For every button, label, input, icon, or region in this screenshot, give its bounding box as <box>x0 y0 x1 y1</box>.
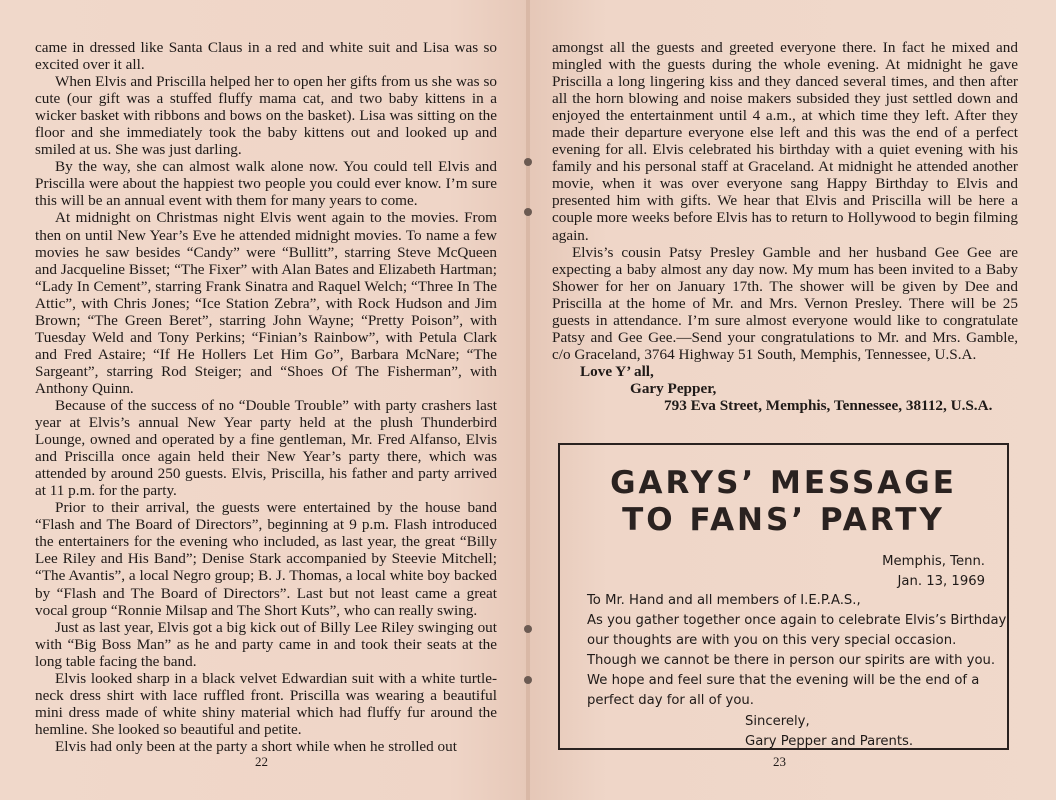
staple-mark <box>524 158 532 166</box>
signoff-greeting: Love Y’ all, <box>580 362 654 380</box>
message-title-line2: TO FANS’ PARTY <box>622 502 945 538</box>
message-dateline <box>882 552 985 592</box>
message-line: our thoughts are with you on this very special occasion. <box>587 633 957 649</box>
article-paragraph: By the way, she can almost walk alone now. You could tell Elvis and Priscilla were about the happiest two people you could ever know. I’m sure this will be an annual event with them for many years to come. <box>35 158 497 210</box>
page-number: 23 <box>773 754 786 769</box>
article-paragraph: Elvis had only been at the party a short while when he strolled out <box>55 737 457 755</box>
message-line: perfect day for all of you. <box>587 693 754 709</box>
article-paragraph: When Elvis and Priscilla helped her to open her gifts from us she was so cute (our gift was a stuffed fluffy mama cat, and two baby kittens in a wicker basket with ribbons and bows on the basket). Lisa was sitting on the floor and she immediately took the baby kittens out and looked up and smiled at us. She was just darling. <box>35 73 497 159</box>
message-line: We hope and feel sure that the evening will be the end of a <box>587 673 980 689</box>
left-article-column <box>35 39 497 755</box>
message-date: Jan. 13, 1969 <box>897 574 985 589</box>
message-body <box>587 591 1007 752</box>
message-box <box>558 443 1009 750</box>
article-paragraph: Prior to their arrival, the guests were entertained by the house band “Flash and The Board of Directors”, beginning at 9 p.m. Flash introduced the entertainers for the evening who included, as last year, the great “Billy Lee Riley and His Band”; Denise Stark accompanied by Steevie Mitchell; “The Avantis”, a local Negro group; B. J. Thomas, a local white boy backed by “Flash and The Board of Directors”. Last but not least came a great vocal group “Ronnie Milsap and The Short Kuts”, who can really swing. <box>35 499 497 619</box>
signoff-name: Gary Pepper, <box>630 379 717 397</box>
page-number: 22 <box>255 754 268 769</box>
message-line: Though we cannot be there in person our spirits are with you. <box>587 653 996 669</box>
article-paragraph: amongst all the guests and greeted everyone there. In fact he mixed and mingled with the guests during the whole evening. At midnight he gave Priscilla a long lingering kiss and they danced several times, and then after all the horn blowing and noise makers subsided they just settled down and enjoyed the entertainment until 4 a.m., at which time they left. After they made their departure everyone else left and this was the end of a perfect evening for all. Elvis celebrated his birthday with a quiet evening with his family and his personal staff at Graceland. At midnight he attended another movie, when it was over everyone sang Happy Birthday to Elvis and presented him with gifts. We hear that Elvis and Priscilla will be here a couple more weeks before Elvis has to return to Hollywood to begin filming again. <box>552 39 1018 244</box>
signoff-address: 793 Eva Street, Memphis, Tennessee, 38112, U.S.A. <box>664 396 993 414</box>
message-line: As you gather together once again to celebrate Elvis’s Birthday <box>587 613 1007 629</box>
article-paragraph: Because of the success of no “Double Trouble” with party crashers last year at Elvis’s annual New Year party held at the plush Thunderbird Lounge, owned and operated by a fine gentleman, Mr. Fred Alfanso, Elvis and Priscilla once again held their New Year’s party there, which was attended by around 250 guests. Elvis, Priscilla, his father and party arrived at 11 p.m. for the party. <box>35 396 497 500</box>
message-title-line1: GARYS’ MESSAGE <box>610 465 957 501</box>
article-paragraph: Elvis’s cousin Patsy Presley Gamble and her husband Gee Gee are expecting a baby almost any day now. My mum has been invited to a Baby Shower for her on January 17th. The shower will be given by Dee and Priscilla at the home of Mr. and Mrs. Vernon Presley. There will be 25 guests in attendance. I’m sure almost everyone would like to congratulate Patsy and Gee Gee.—Send your congratulations to Mr. and Mrs. Gamble, c/o Graceland, 3764 Highway 51 South, Memphis, Tennessee, U.S.A. <box>552 243 1018 363</box>
article-paragraph: Elvis looked sharp in a black velvet Edwardian suit with a white turtle-neck dress shirt with lace ruffled front. Priscilla was wearing a beautiful mini dress made of white shiny material which had fluffy fur around the hemline. She looked so beautiful and petite. <box>35 669 497 738</box>
right-article-column <box>552 39 1018 414</box>
staple-mark <box>524 676 532 684</box>
article-paragraph: Just as last year, Elvis got a big kick out of Billy Lee Riley swinging out with “Big Boss Man” as he and party came in and took their seats at the long table facing the band. <box>35 618 497 670</box>
message-place: Memphis, Tenn. <box>882 554 985 569</box>
article-paragraph: At midnight on Christmas night Elvis went again to the movies. From then on until New Year’s Eve he attended midnight movies. To name a few movies he saw besides “Candy” were “Bullitt”, starring Steve McQueen and Jacqueline Bisset; “The Fixer” with Alan Bates and Elizabeth Hartman; “Lady In Cement”, starring Frank Sinatra and Raquel Welch; “Three In The Attic”, with Chris Jones; “Ice Station Zebra”, with Rock Hudson and Jim Brown; “The Green Beret”, starring John Wayne; “Pretty Poison”, with Tuesday Weld and Tony Perkins; “Finian’s Rainbow”, with Petula Clark and Fred Astaire; “If He Hollers Let Him Go”, Barbara McNare; “The Sargeant”, starring Rod Steiger; and “Shoes Of The Fisherman”, with Anthony Quinn. <box>35 209 497 397</box>
message-closing: Sincerely, <box>745 713 810 729</box>
article-paragraph: came in dressed like Santa Claus in a red and white suit and Lisa was so excited over it all. <box>35 39 497 74</box>
message-line: To Mr. Hand and all members of I.E.P.A.S., <box>587 593 861 608</box>
right-page <box>528 0 1056 800</box>
staple-mark <box>524 625 532 633</box>
staple-mark <box>524 208 532 216</box>
message-signature: Gary Pepper and Parents. <box>745 733 914 749</box>
